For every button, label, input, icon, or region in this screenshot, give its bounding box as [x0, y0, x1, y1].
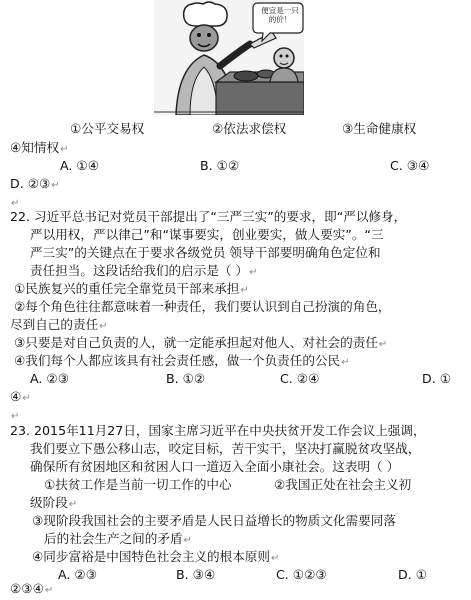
q22-option-b: B. ①② — [166, 371, 206, 386]
q21-blank-line: ↵ — [11, 198, 20, 209]
cartoon-illustration — [154, 0, 304, 115]
q23-stem-line-3: 确保所有贫困地区和贫困人口一道迈入全面小康社会。这表明（ ） — [30, 459, 400, 474]
q21-option-b: B. ①② — [200, 158, 240, 173]
q22-option-d-cont: ④ — [10, 389, 22, 404]
q23-statement-4: ④同步富裕是中国特色社会主义的根本原则↵ — [32, 549, 280, 564]
q23-s3b-text: 后的社会生产之间的矛盾 — [44, 531, 183, 546]
q23-statement-2: ②我国正处在社会主义初 — [274, 477, 412, 492]
q23-statement-1: ①扶贫工作是当前一切工作的中心 — [44, 477, 232, 492]
q23-option-c: C. ①②③ — [276, 567, 327, 582]
q23-statement-3: ③现阶段我国社会的主要矛盾是人民日益增长的物质文化需要同落 — [32, 513, 396, 528]
q22-blank-line: ↵ — [11, 411, 20, 422]
q22-stem-line-1: 22. 习近平总书记对党员干部提出了“三严三实”的要求，即“严以修身， — [10, 209, 407, 224]
q21-option-d: D. ②③ — [10, 176, 51, 191]
q23-option-d: D. ① — [398, 567, 427, 582]
q22-choices — [30, 370, 460, 388]
q23-stem-line-2: 我们要立下愚公移山志，咬定目标，苦干实干，坚决打赢脱贫攻坚战， — [30, 441, 421, 456]
q22-stem-line-2: 严以用权，严以律己”和“谋事要实，创业要实，做人要实”。“三 — [30, 227, 384, 242]
q22-statement-2: ②每个角色往往都意味着一种责任，我们要认识到自己扮演的角色， — [14, 299, 391, 314]
q22-option-d-cont-line: ④↵ — [10, 389, 31, 404]
q21-item-2: ②依法求偿权 — [212, 121, 287, 136]
q22-stem-question: 责任担当。这段话给我们的启示是（ ） — [30, 263, 249, 278]
q21-item-1: ①公平交易权 — [70, 121, 145, 136]
q23-option-a: A. ②③ — [58, 567, 97, 582]
q23-choices — [58, 566, 458, 584]
q22-statement-2-cont: 尽到自己的责任↵ — [10, 317, 108, 332]
q23-s4-text: ④同步富裕是中国特色社会主义的根本原则 — [32, 549, 270, 564]
q21-item-3: ③生命健康权 — [342, 121, 417, 136]
q23-statement-row-1 — [44, 476, 464, 494]
q21-option-c: C. ③④ — [390, 158, 430, 173]
q23-option-d-cont-line: ②③④↵ — [10, 581, 54, 596]
q21-choices — [60, 157, 460, 175]
q22-statement-3: ③只要是对自己负责的人，就一定能承担起对他人、对社会的责任↵ — [14, 335, 388, 350]
q22-statement-4: ④我们每个人都应该具有社会责任感，做一个负责任的公民↵ — [14, 353, 350, 368]
q22-stem-line-4: 责任担当。这段话给我们的启示是（ ）↵ — [30, 263, 258, 278]
q22-option-c: C. ②④ — [280, 371, 320, 386]
q21-item-4-line: ④知情权↵ — [10, 140, 69, 155]
q22-s1-text: ①民族复兴的重任完全靠党员干部来承担 — [14, 281, 240, 296]
q21-option-d-line: D. ②③↵ — [10, 176, 60, 191]
q21-option-a: A. ①④ — [60, 158, 99, 173]
q23-option-d-cont: ②③④ — [10, 581, 44, 596]
q21-item-4: ④知情权 — [10, 140, 60, 155]
q23-statement-2-cont: 级阶段↵ — [30, 495, 78, 510]
q22-s3-text: ③只要是对自己负责的人，就一定能承担起对他人、对社会的责任 — [14, 335, 378, 350]
q23-option-b: B. ③④ — [176, 567, 216, 582]
q22-statement-1: ①民族复兴的重任完全靠党员干部来承担↵ — [14, 281, 249, 296]
q22-s4-text: ④我们每个人都应该具有社会责任感，做一个负责任的公民 — [14, 353, 341, 368]
q22-option-a: A. ②③ — [30, 371, 69, 386]
q22-option-d: D. ① — [422, 371, 451, 386]
q23-s2b-text: 级阶段 — [30, 495, 68, 510]
speech-bubble-text: 便宜是一只的价！ — [261, 6, 299, 24]
q23-stem-line-1: 23. 2015年11月27日，国家主席习近平在中央扶贫开发工作会议上强调， — [10, 423, 426, 438]
q22-stem-line-3: 严三实”的关键点在于要求各级党员 领导干部要明确角色定位和 — [30, 245, 381, 260]
q22-s2b-text: 尽到自己的责任 — [10, 317, 99, 332]
q23-statement-3-cont: 后的社会生产之间的矛盾↵ — [44, 531, 192, 546]
